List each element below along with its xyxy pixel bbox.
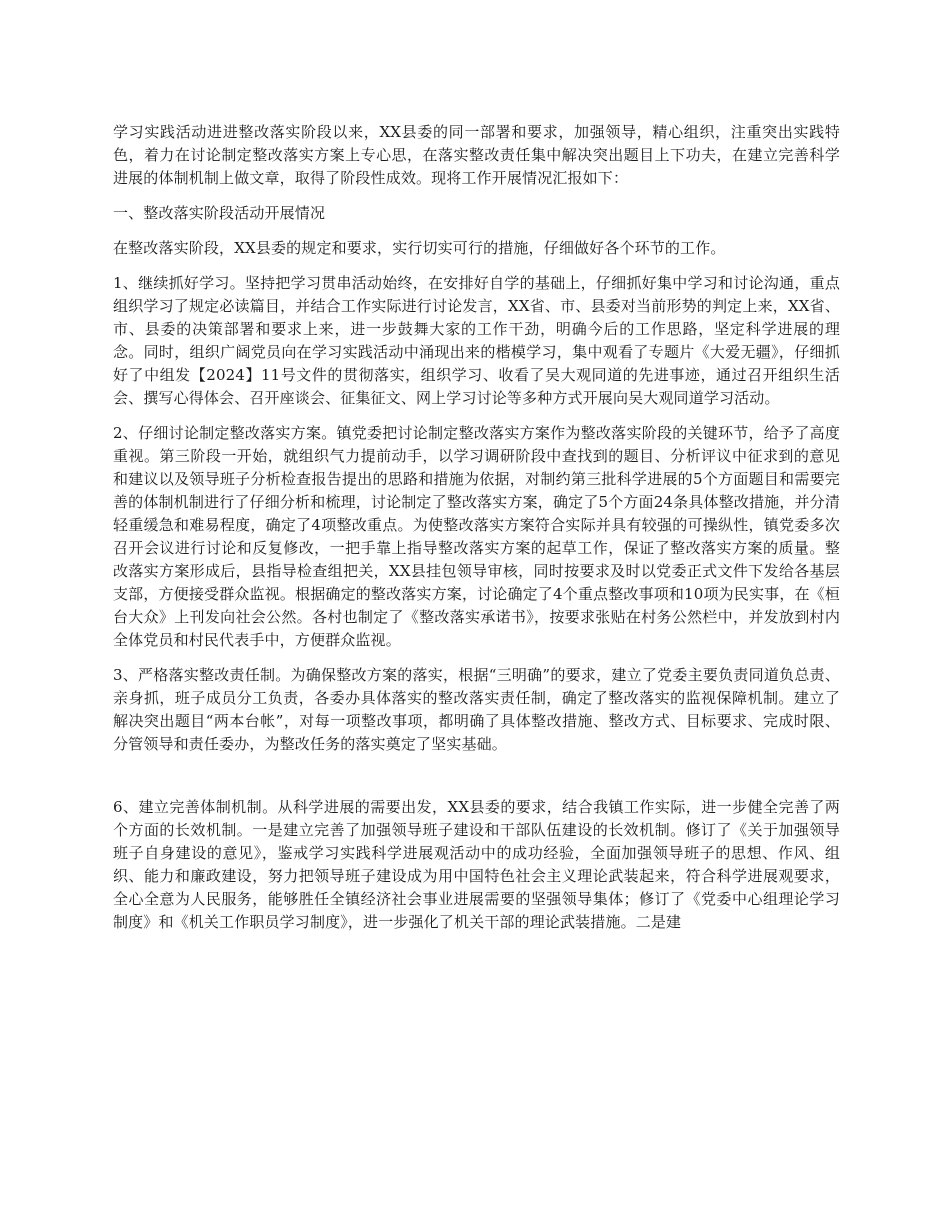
section-intro-paragraph: 在整改落实阶段，XX县委的规定和要求，实行切实可行的措施，仔细做好各个环节的工作。 (113, 239, 726, 257)
item-2-paragraph: 2、仔细讨论制定整改落实方案。镇党委把讨论制定整改落实方案作为整改落实阶段的关键环节，给予了高度重视。第三阶段一开始，就组织气力提前动手，以学习调研阶段中查找到的题目、分析评议中征求到的意见和建议以及领导班子分析检查报告提出的思路和措施为依据，对制约第三批科学进展的5个方面题目和需要完善的体制机制进行了仔细分析和梳理，讨论制定了整改落实方案，确定了5个方面24条具体整改措施，并分清轻重缓急和难易程度，确定了4项整改重点。为使整改落实方案符合实际并具有较强的可操纵性，镇党委多次召开会议进行讨论和反复修改，一把手靠上指导整改落实方案的起草工作，保证了整改落实方案的质量。整改落实方案形成后，县指导检查组把关，XX县挂包领导审核，同时按要求及时以党委正式文件下发给各基层支部，方便接受群众监视。根据确定的整改落实方案，讨论确定了4个重点整改事项和10项为民实事，在《桓台大众》上刊发向社会公然。各村也制定了《整改落实承诺书》，按要求张贴在村务公然栏中，并发放到村内全体党员和村民代表手中，方便群众监视。 (113, 424, 840, 649)
item-3-paragraph: 3、严格落实整改责任制。为确保整改方案的落实，根据“三明确”的要求，建立了党委主要负责同道负总责、亲身抓，班子成员分工负责，各委办具体落实的整改落实责任制，确定了整改落实的监视保障机制。建立了解决突出题目“两本台帐”，对每一项整改事项，都明确了具体整改措施、整改方式、目标要求、完成时限、分管领导和责任委办，为整改任务的落实奠定了坚实基础。 (113, 666, 840, 753)
item-6-paragraph: 6、建立完善体制机制。从科学进展的需要出发，XX县委的要求，结合我镇工作实际，进一步健全完善了两个方面的长效机制。一是建立完善了加强领导班子建设和干部队伍建设的长效机制。修订了《关于加强领导班子自身建设的意见》，鉴戒学习实践科学进展观活动中的成功经验，全面加强领导班子的思想、作风、组织、能力和廉政建设，努力把领导班子建设成为用中国特色社会主义理论武装起来，符合科学进展观要求，全心全意为人民服务，能够胜任全镇经济社会事业进展需要的坚强领导集体；修订了《党委中心组理论学习制度》和《机关工作职员学习制度》，进一步强化了机关干部的理论武装措施。二是建 (113, 798, 840, 931)
intro-paragraph: 学习实践活动进进整改落实阶段以来，XX县委的同一部署和要求，加强领导，精心组织，注重突出实践特色，着力在讨论制定整改落实方案上专心思，在落实整改责任集中解决突出题目上下功夫，在建立完善科学进展的体制机制上做文章，取得了阶段性成效。现将工作开展情况汇报如下： (113, 123, 840, 187)
item-1-paragraph: 1、继续抓好学习。坚持把学习贯串活动始终，在安排好自学的基础上，仔细抓好集中学习和讨论沟通，重点组织学习了规定必读篇目，并结合工作实际进行讨论发言，XX省、市、县委对当前形势的判定上来，XX省、市、县委的决策部署和要求上来，进一步鼓舞大家的工作干劲，明确今后的工作思路，坚定科学进展的理念。同时，组织广阔党员向在学习实践活动中涌现出来的楷模学习，集中观看了专题片《大爱无疆》，仔细抓好了中组发【2024】11号文件的贯彻落实，组织学习、收看了吴大观同道的先进事迹，通过召开组织生活会、撰写心得体会、召开座谈会、征集征文、网上学习讨论等多种方式开展向吴大观同道学习活动。 (113, 274, 840, 407)
document-body (113, 121, 840, 946)
section-heading: 一、整改落实阶段活动开展情况 (113, 204, 326, 222)
